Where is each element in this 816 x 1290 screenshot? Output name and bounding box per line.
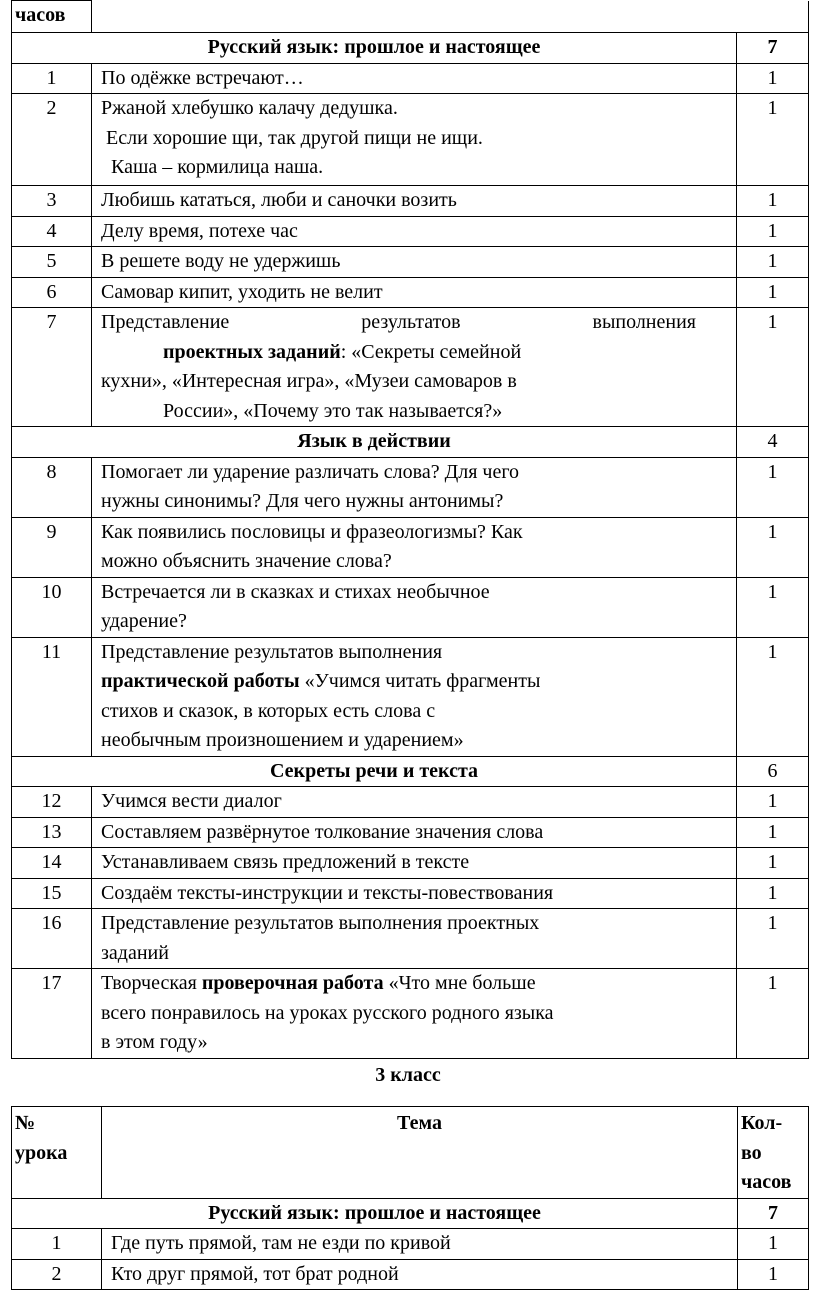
lesson-topic: Создаём тексты-инструкции и тексты-повествования xyxy=(92,878,737,909)
header-fragment-empty xyxy=(92,1,809,33)
topic-line: заданий xyxy=(101,941,169,964)
topic-line: России», «Почему это так называется?» xyxy=(163,399,503,422)
lesson-number: 5 xyxy=(12,247,92,278)
lesson-topic: Учимся вести диалог xyxy=(92,787,737,818)
topic-line: Помогает ли ударение различать слова? Для чего xyxy=(101,460,520,483)
topic-line: нужны синонимы? Для чего нужны антонимы? xyxy=(101,490,504,512)
table-row xyxy=(12,308,809,427)
topic-line: Как появились пословицы и фразеологизмы? Как xyxy=(101,520,523,543)
table-row xyxy=(12,277,809,308)
lesson-hours: 1 xyxy=(737,577,809,637)
table-row xyxy=(12,1259,809,1290)
lesson-topic: Составляем развёрнутое толкование значения слова xyxy=(92,817,737,848)
topic-line: ударение? xyxy=(101,610,187,632)
table-row xyxy=(12,1229,809,1260)
topic-line: необычным произношением и ударением» xyxy=(101,729,464,751)
table-row xyxy=(12,969,809,1059)
lesson-number: 13 xyxy=(12,817,92,848)
topic-line: Представление результатов выполнения xyxy=(101,311,696,333)
lesson-hours: 1 xyxy=(738,1259,809,1290)
lesson-hours: 1 xyxy=(737,308,809,427)
lesson-topic: Самовар кипит, уходить не велит xyxy=(92,277,737,308)
topic-line: Если хорошие щи, так другой пищи не ищи. xyxy=(106,126,483,149)
table-header-row xyxy=(12,1107,809,1199)
topic-line: в этом году» xyxy=(101,1031,208,1053)
section-title: Секреты речи и текста xyxy=(12,756,737,787)
topic-line: можно объяснить значение слова? xyxy=(101,550,392,572)
topic-line: стихов и сказок, в которых есть слова с xyxy=(101,699,436,722)
section-row xyxy=(12,1198,809,1229)
table-row xyxy=(12,186,809,217)
table-row xyxy=(12,63,809,94)
section-row xyxy=(12,33,809,64)
section-title: Русский язык: прошлое и настоящее xyxy=(12,33,737,64)
lesson-hours: 1 xyxy=(737,186,809,217)
topic-line: Встречается ли в сказках и стихах необычное xyxy=(101,580,490,603)
topic-line: проектных заданий: «Секреты семейной xyxy=(163,340,522,363)
lesson-topic xyxy=(92,94,737,186)
lesson-hours: 1 xyxy=(737,94,809,186)
section-hours: 4 xyxy=(737,427,809,458)
lesson-table-grade2 xyxy=(11,0,809,1059)
topic-bold: проверочная работа xyxy=(201,972,384,994)
topic-line: Каша – кормилица наша. xyxy=(111,156,324,178)
topic-line: практической работы «Учимся читать фрагменты xyxy=(101,670,541,692)
topic-bold: практической работы xyxy=(101,670,300,692)
table-row xyxy=(12,216,809,247)
section-row xyxy=(12,427,809,458)
lesson-hours: 1 xyxy=(737,637,809,756)
lesson-hours: 1 xyxy=(737,787,809,818)
lesson-number: 11 xyxy=(12,637,92,756)
table-row xyxy=(12,577,809,637)
topic-line: Ржаной хлебушко калачу дедушка. xyxy=(101,97,398,119)
lesson-table-grade3 xyxy=(11,1106,809,1290)
lesson-number: 8 xyxy=(12,457,92,517)
lesson-number: 9 xyxy=(12,517,92,577)
lesson-number: 2 xyxy=(12,94,92,186)
table-row xyxy=(12,94,809,186)
lesson-hours: 1 xyxy=(737,969,809,1059)
section-row xyxy=(12,756,809,787)
lesson-hours: 1 xyxy=(737,817,809,848)
lesson-number: 1 xyxy=(12,63,92,94)
lesson-topic xyxy=(92,457,737,517)
number-header: № урока xyxy=(12,1107,102,1199)
table-row xyxy=(12,787,809,818)
lesson-hours: 1 xyxy=(737,247,809,278)
lesson-topic xyxy=(92,909,737,969)
lesson-topic xyxy=(92,969,737,1059)
lesson-topic xyxy=(92,637,737,756)
topic-line: Представление результатов выполнения xyxy=(101,640,443,663)
lesson-topic: По одёжке встречают… xyxy=(92,63,737,94)
topic-line: кухни», «Интересная игра», «Музеи самоваров в xyxy=(101,370,517,392)
section-hours: 7 xyxy=(738,1198,809,1229)
table-row xyxy=(12,247,809,278)
lesson-topic: Делу время, потехе час xyxy=(92,216,737,247)
grade-3-title: 3 класс xyxy=(375,1064,441,1086)
lesson-number: 4 xyxy=(12,216,92,247)
topic-bold: проектных заданий xyxy=(163,340,341,363)
section-hours: 6 xyxy=(737,756,809,787)
lesson-hours: 1 xyxy=(737,216,809,247)
table-row xyxy=(12,457,809,517)
lesson-topic: Кто друг прямой, тот брат родной xyxy=(102,1259,738,1290)
lesson-hours: 1 xyxy=(737,909,809,969)
lesson-topic xyxy=(92,308,737,427)
topic-header: Тема xyxy=(102,1107,738,1199)
lesson-topic xyxy=(92,517,737,577)
lesson-number: 10 xyxy=(12,577,92,637)
lesson-topic: Где путь прямой, там не езди по кривой xyxy=(102,1229,738,1260)
lesson-hours: 1 xyxy=(738,1229,809,1260)
table-row xyxy=(12,517,809,577)
topic-line: Творческая проверочная работа «Что мне больше xyxy=(101,972,536,994)
hours-header: Кол- во часов xyxy=(738,1107,809,1199)
table-row xyxy=(12,637,809,756)
lesson-topic: Устанавливаем связь предложений в тексте xyxy=(92,848,737,879)
lesson-topic: В решете воду не удержишь xyxy=(92,247,737,278)
hours-header-fragment: часов xyxy=(12,1,92,33)
table-row xyxy=(12,909,809,969)
lesson-number: 14 xyxy=(12,848,92,879)
lesson-topic xyxy=(92,577,737,637)
lesson-hours: 1 xyxy=(737,878,809,909)
section-title: Язык в действии xyxy=(12,427,737,458)
table-row xyxy=(12,848,809,879)
lesson-topic: Любишь кататься, люби и саночки возить xyxy=(92,186,737,217)
table-row xyxy=(12,817,809,848)
lesson-hours: 1 xyxy=(737,63,809,94)
lesson-number: 3 xyxy=(12,186,92,217)
lesson-number: 2 xyxy=(12,1259,102,1290)
table-row xyxy=(12,878,809,909)
table-header-fragment xyxy=(12,1,809,33)
topic-line: всего понравилось на уроках русского родного языка xyxy=(101,1001,554,1024)
lesson-number: 12 xyxy=(12,787,92,818)
lesson-number: 17 xyxy=(12,969,92,1059)
lesson-number: 7 xyxy=(12,308,92,427)
lesson-hours: 1 xyxy=(737,517,809,577)
lesson-number: 16 xyxy=(12,909,92,969)
lesson-hours: 1 xyxy=(737,277,809,308)
lesson-number: 1 xyxy=(12,1229,102,1260)
lesson-hours: 1 xyxy=(737,848,809,879)
topic-line: Представление результатов выполнения проектных xyxy=(101,912,540,934)
lesson-number: 6 xyxy=(12,277,92,308)
section-title: Русский язык: прошлое и настоящее xyxy=(12,1198,738,1229)
lesson-number: 15 xyxy=(12,878,92,909)
section-hours: 7 xyxy=(737,33,809,64)
lesson-hours: 1 xyxy=(737,457,809,517)
